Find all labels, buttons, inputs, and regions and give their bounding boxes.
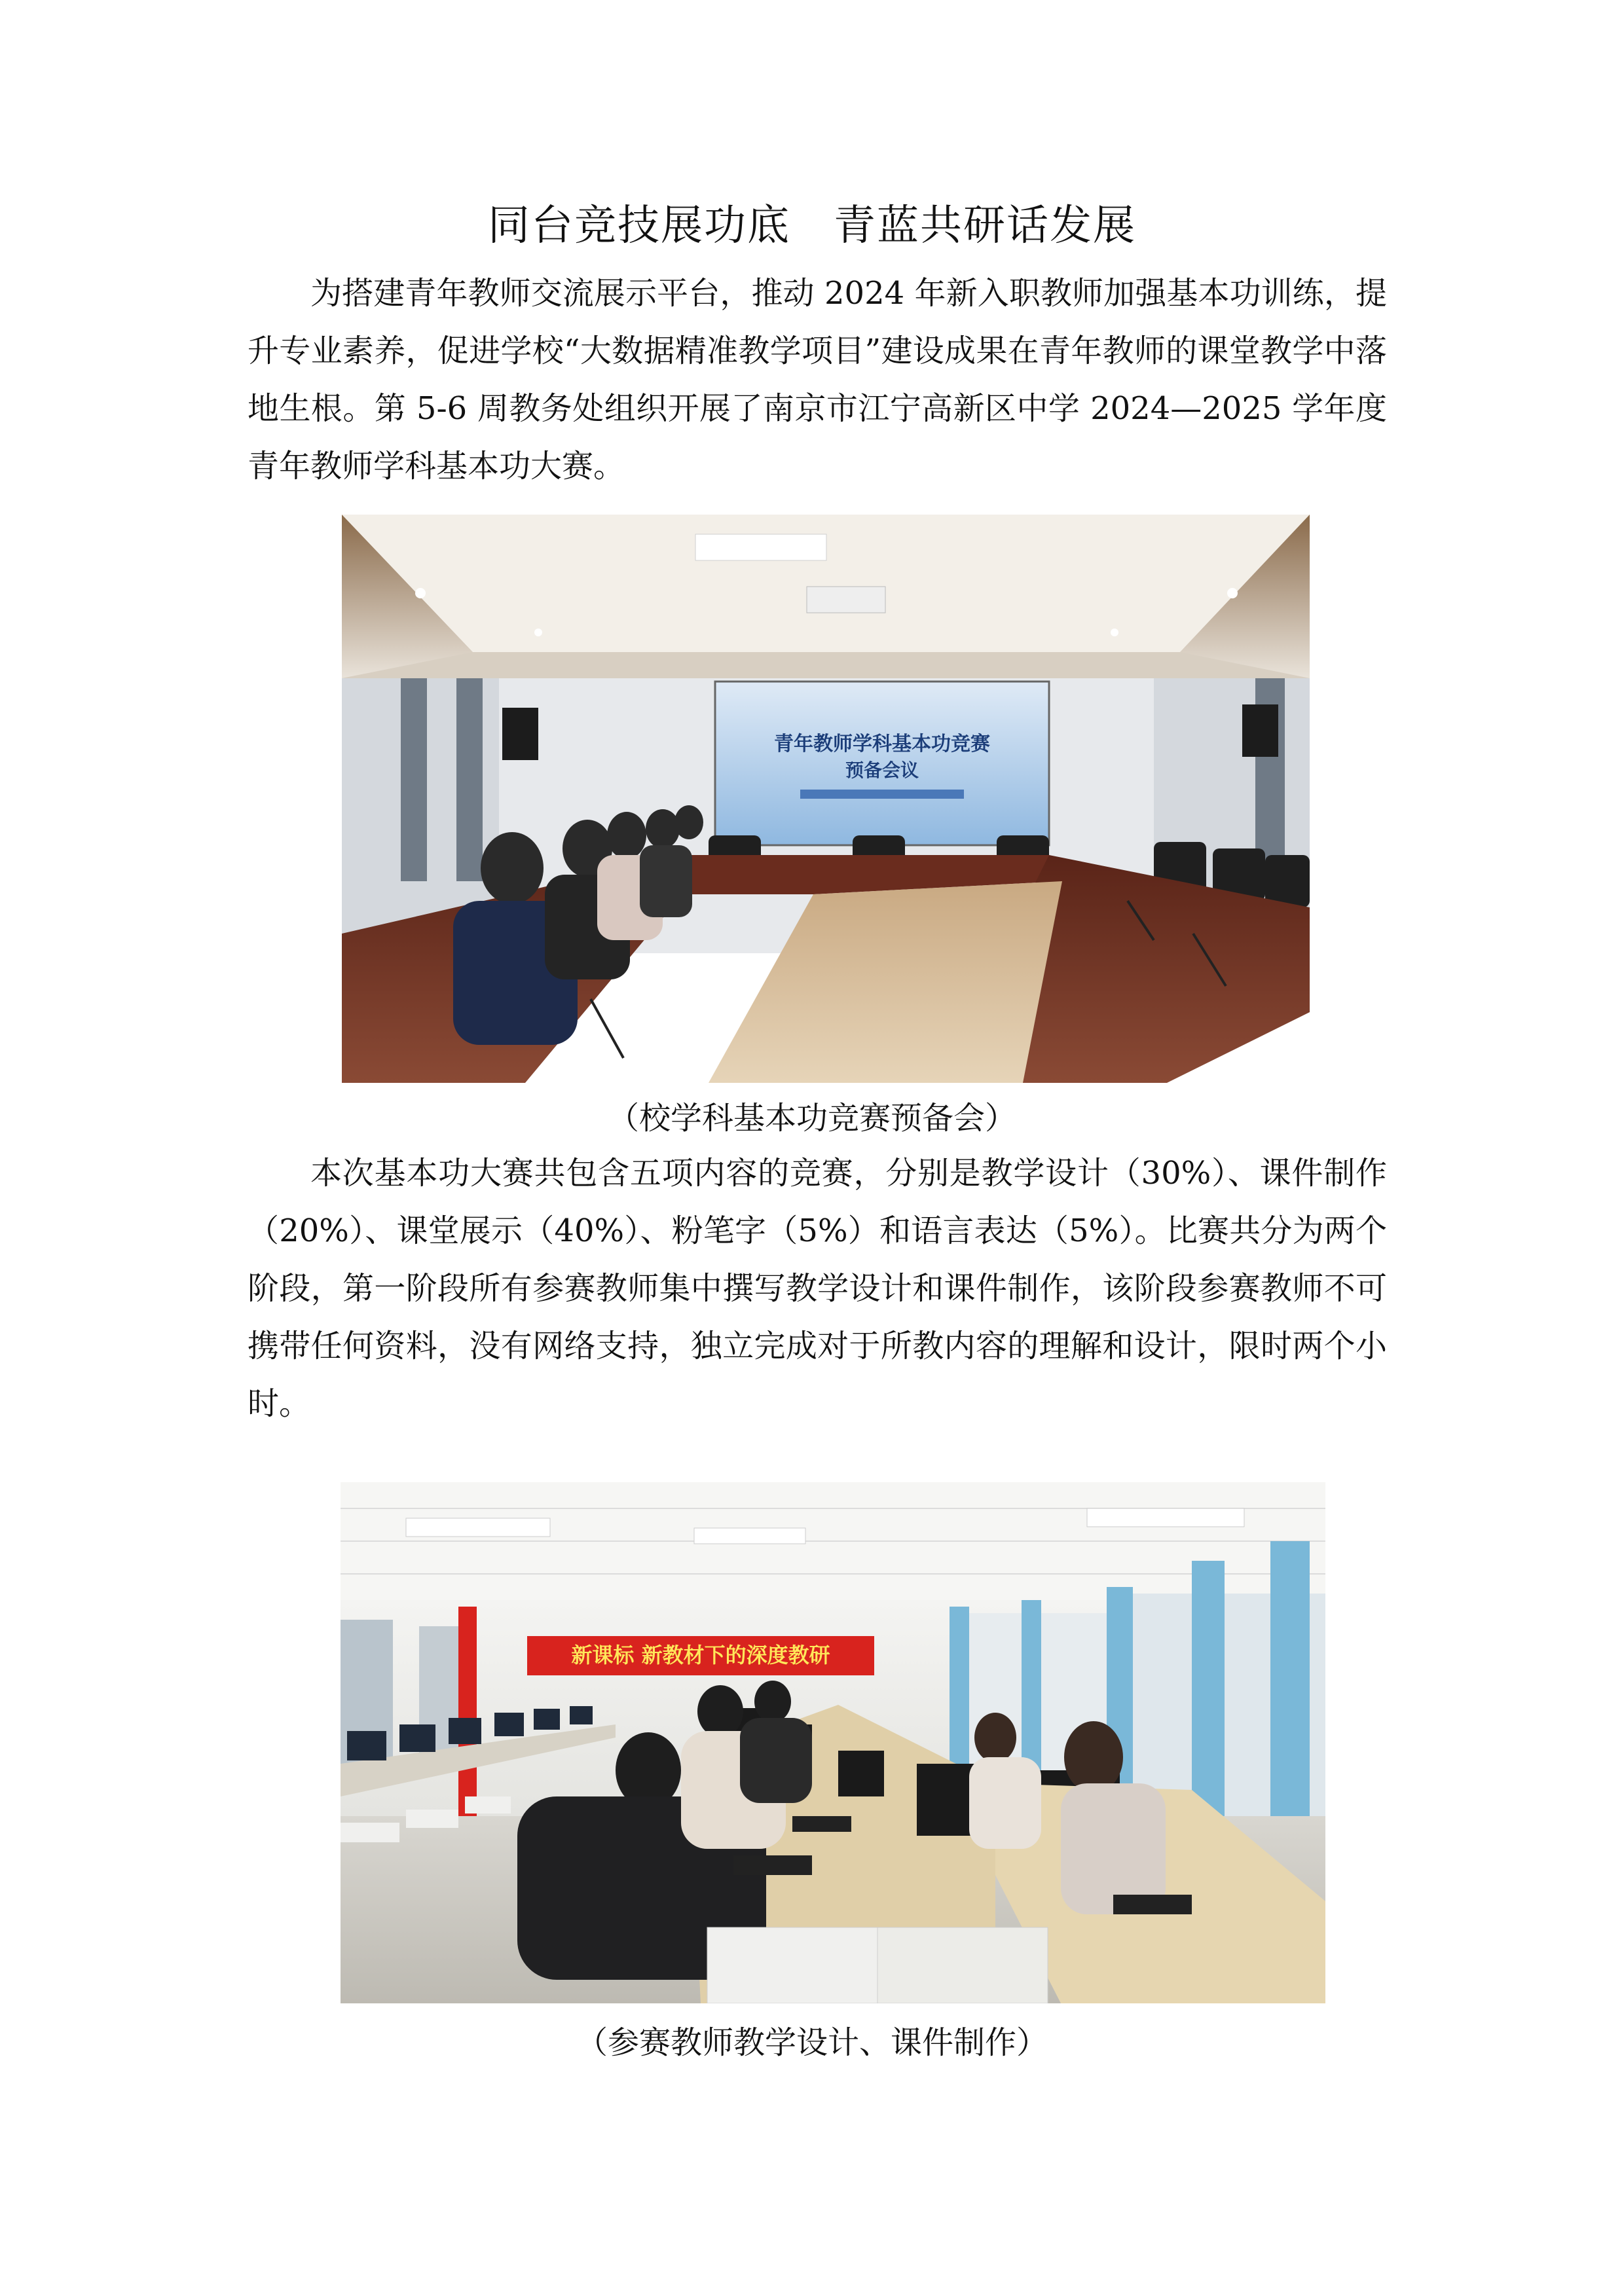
screen-title-line2: 预备会议 [845,759,919,781]
photo1-caption: （校学科基本功竞赛预备会） [607,1100,1016,1137]
competition-paragraph: 本次基本功大赛共包含五项内容的竞赛，分别是教学设计（30%）、课件制作（20%）、课堂展示（40%）、粉笔字（5%）和语言表达（5%）。比赛共分为两个阶段，第一阶段所有参赛教师集中撰写教学设计和课件制作，该阶段参赛教师不可携带任何资料，没有网络支持，独立完成对于所教内容的理解和设计，限时两个小时。 [248,1155,1387,1422]
article-title: 同台竞技展功底 青蓝共研话发展 [488,202,1136,250]
screen-title-line1: 青年教师学科基本功竞赛 [774,733,990,756]
lab-banner-text: 新课标 新教材下的深度教研 [571,1643,830,1667]
meeting-room-photo [342,515,1310,1083]
intro-paragraph: 为搭建青年教师交流展示平台，推动 2024 年新入职教师加强基本功训练，提升专业素养，促进学校“大数据精准教学项目”建设成果在青年教师的课堂教学中落地生根。第 5-6 周教务处组织开展了南京市江宁高新区中学 2024—2025 学年度青年教师学科基本功大赛。 [248,275,1387,484]
computer-lab-photo [341,1482,1325,2003]
photo2-caption: （参赛教师教学设计、课件制作） [576,2024,1048,2061]
